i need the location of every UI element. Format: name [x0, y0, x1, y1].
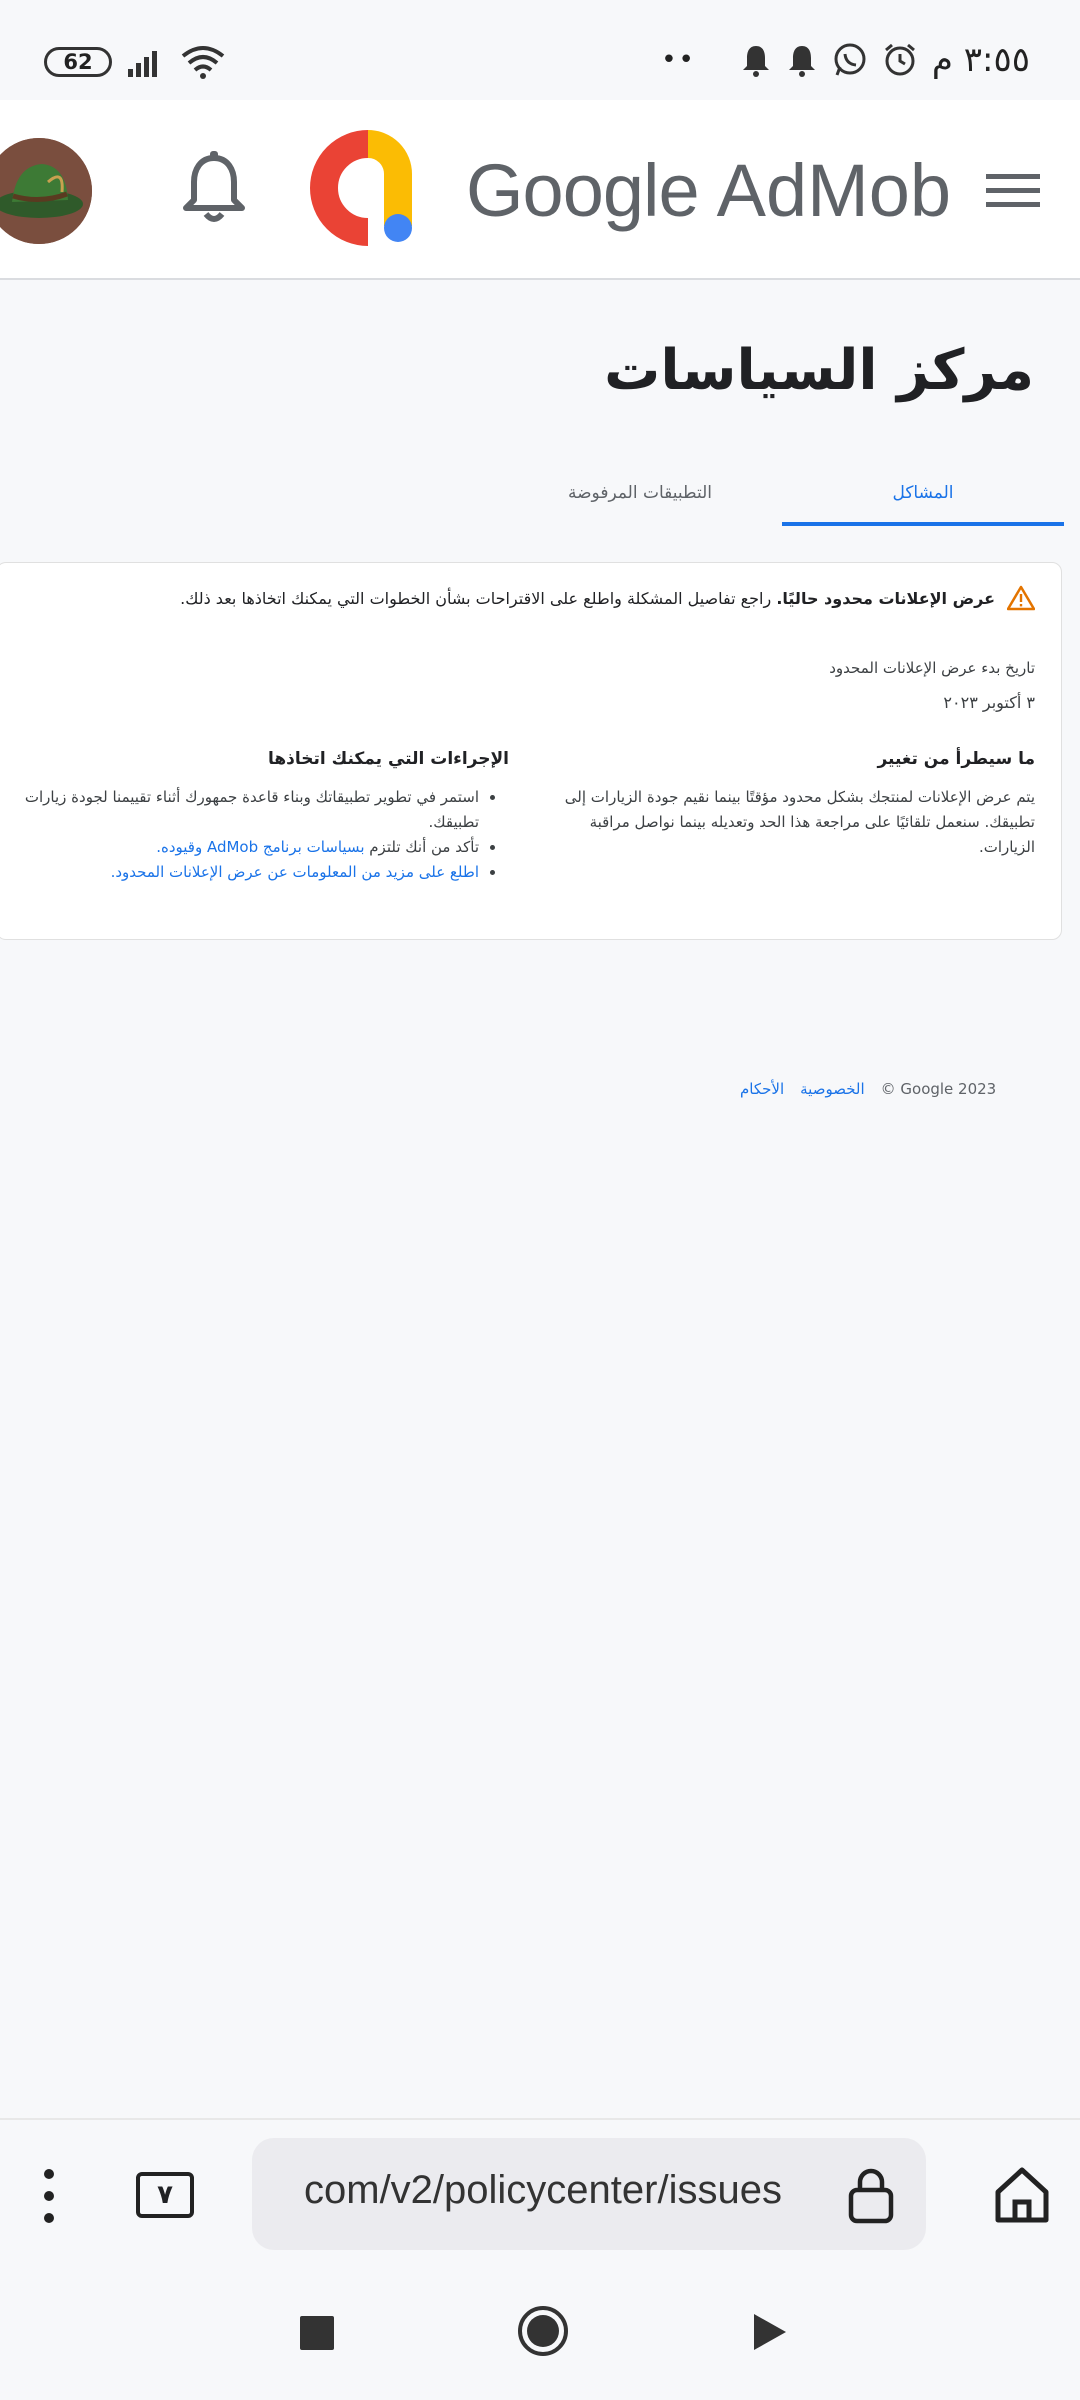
browser-home-button[interactable] [990, 2162, 1054, 2226]
notifications-button[interactable] [178, 148, 250, 228]
brand-wordmark [466, 140, 951, 240]
admob-logo-icon [310, 130, 420, 250]
issue-card [0, 562, 1062, 940]
admob-policies-link[interactable]: بسياسات برنامج AdMob وقيوده. [156, 838, 365, 856]
recents-button[interactable] [300, 2316, 334, 2350]
action-2-prefix: تأكد من أنك تلتزم [364, 838, 479, 856]
footer [740, 1080, 996, 1098]
tab-switcher-button[interactable]: ٧ [136, 2172, 194, 2218]
browser-menu-button[interactable] [34, 2166, 64, 2226]
alert-bold-text: عرض الإعلانات محدود حاليًا. [776, 588, 995, 608]
what-changed-body: يتم عرض الإعلانات لمنتجك بشكل محدود مؤقتًا بينما نقيم جودة الزيارات إلى تطبيقك. سنعمل تلقائيًا على مراجعة هذا الحد وتعديله بينما نواصل مراقبة الزيارات. [564, 788, 1035, 856]
more-notifications-dots: •• [661, 45, 696, 75]
limited-date-label: تاريخ بدء عرض الإعلانات المحدود [829, 659, 1035, 677]
privacy-link[interactable]: الخصوصية [800, 1080, 865, 1098]
what-changed-section [535, 749, 1035, 860]
brand-admob: AdMob [716, 148, 952, 232]
actions-section [9, 749, 509, 885]
url-text: com/v2/policycenter/issues [304, 2168, 782, 2212]
limited-ad-serving-link[interactable]: اطلع على مزيد من المعلومات عن عرض الإعلانات المحدود. [110, 863, 479, 881]
copyright: © Google 2023 [880, 1080, 997, 1098]
lock-icon[interactable] [846, 2166, 896, 2224]
menu-button[interactable] [982, 160, 1044, 220]
what-changed-heading: ما سيطرأ من تغيير [877, 749, 1035, 769]
warning-icon [1007, 585, 1035, 611]
alarm-icon [882, 42, 918, 78]
app-header [0, 100, 1080, 280]
tab-rejected-apps[interactable]: التطبيقات المرفوضة [568, 483, 712, 503]
actions-heading: الإجراءات التي يمكنك اتخاذها [267, 749, 509, 769]
issue-alert [15, 585, 1035, 611]
list-item [9, 860, 479, 885]
browser-toolbar [0, 2118, 1080, 2270]
status-right [661, 40, 1030, 80]
bell-icon [178, 148, 250, 228]
alert-text [180, 589, 995, 608]
battery-indicator: 62 [44, 47, 112, 77]
admob-logo[interactable] [310, 130, 420, 250]
home-nav-button[interactable] [516, 2304, 570, 2358]
more-vertical-icon [34, 2166, 64, 2226]
limited-date-value: ٣ أكتوبر ٢٠٢٣ [943, 693, 1035, 712]
address-bar[interactable] [252, 2138, 926, 2250]
back-nav-button[interactable] [750, 2310, 790, 2354]
wifi-icon [180, 44, 226, 80]
notification-bell-icon [786, 43, 818, 77]
status-left [44, 44, 226, 80]
avatar-hat-icon [0, 138, 92, 244]
status-bar [0, 0, 1080, 100]
alert-body-text: راجع تفاصيل المشكلة واطلع على الاقتراحات بشأن الخطوات التي يمكنك اتخاذها بعد ذلك. [180, 588, 777, 608]
page-title: مركز السياسات [604, 338, 1034, 403]
notification-bell-icon [740, 43, 772, 77]
policy-tabs [0, 460, 1080, 526]
hamburger-menu-icon [982, 160, 1044, 220]
status-time: ٣:٥٥ م [931, 40, 1030, 80]
home-icon [990, 2162, 1054, 2226]
actions-list [9, 785, 509, 885]
tab-issues[interactable]: المشاكل [782, 460, 1064, 526]
brand-google: Google [466, 148, 699, 232]
terms-link[interactable]: الأحكام [740, 1080, 785, 1098]
avatar[interactable] [0, 138, 92, 244]
list-item: • استمر في تطوير تطبيقاتك وبناء قاعدة جمهورك أثناء تقييمنا لجودة زيارات تطبيقك. [9, 785, 479, 835]
list-item [9, 835, 479, 860]
signal-icon [126, 47, 166, 77]
whatsapp-icon [832, 42, 868, 78]
system-nav-bar [0, 2270, 1080, 2400]
